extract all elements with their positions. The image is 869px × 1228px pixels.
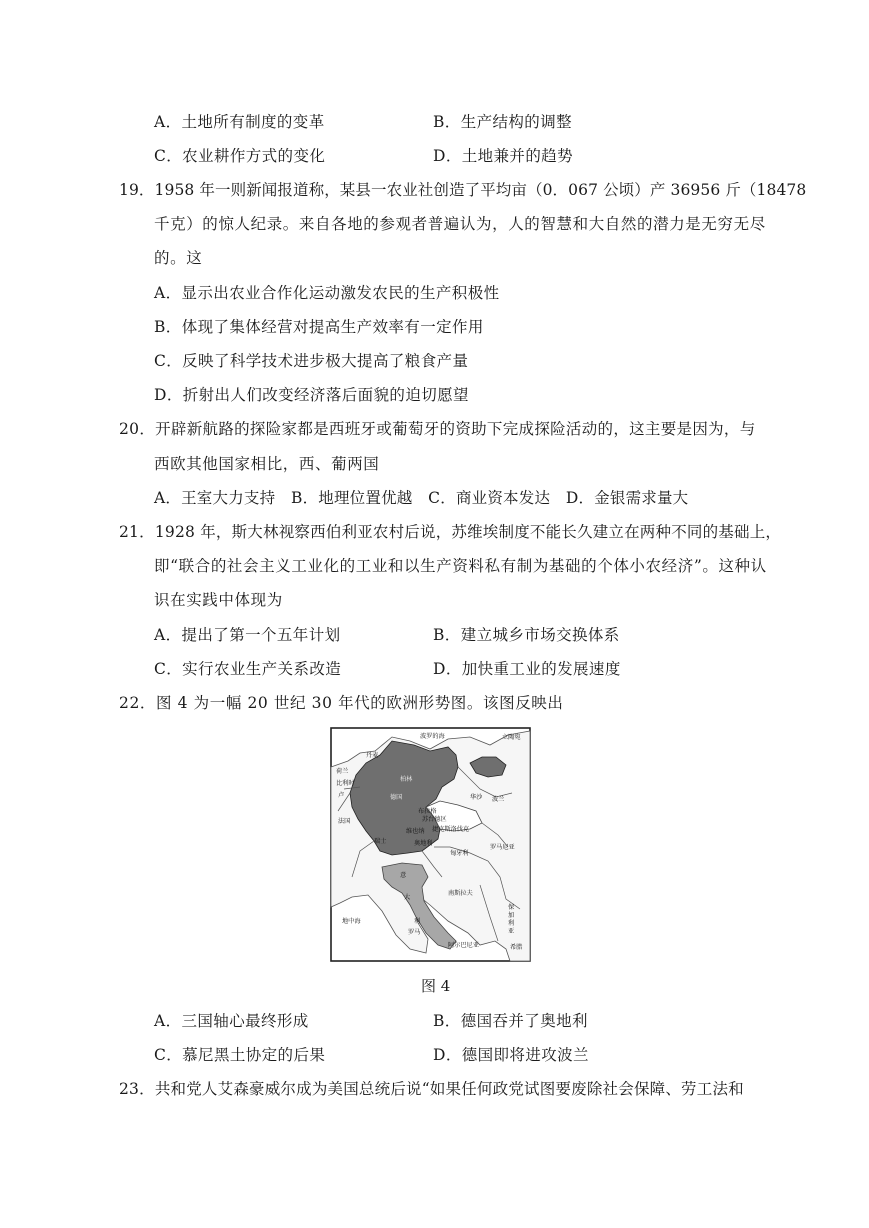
q18-option-a: A．土地所有制度的变革 — [154, 113, 325, 131]
map-label-romania: 罗马尼亚 — [490, 844, 515, 851]
q19-stem-line-1: 19．1958 年一则新闻报道称，某县一农业社创造了平均亩（0．067 公顷）产 36956 斤（18478 — [119, 181, 807, 199]
q20-stem-line-2: 西欧其他国家相比，西、葡两国 — [154, 455, 380, 473]
q20-stem-line-1: 20．开辟新航路的探险家都是西班牙或葡萄牙的资助下完成探险活动的，这主要是因为，与 — [119, 420, 756, 438]
map-label-italy-3: 利 — [414, 918, 421, 925]
map-label-sudetenland: 苏台德区 — [422, 816, 447, 823]
map-label-mediterranean: 地中海 — [342, 918, 361, 925]
q21-stem-line-3: 识在实践中体现为 — [154, 591, 283, 609]
map-label-italy-2: 大 — [404, 894, 411, 901]
map-label-bulgaria-3: 利 — [508, 920, 515, 927]
map-label-vienna: 维也纳 — [406, 828, 425, 835]
q18-option-b: B．生产结构的调整 — [433, 113, 572, 131]
map-label-belgium: 比利时 — [336, 780, 355, 787]
q22-option-d: D．德国即将进攻波兰 — [433, 1046, 589, 1064]
map-label-france: 法国 — [338, 818, 351, 825]
q21-option-a: A．提出了第一个五年计划 — [154, 626, 341, 644]
q20-options: A．王室大力支持 B．地理位置优越 C．商业资本发达 D．金银需求量大 — [154, 489, 689, 507]
map-label-bulgaria-2: 加 — [508, 912, 515, 919]
map-label-lithuania: 立陶宛 — [502, 734, 521, 741]
q22-option-a: A．三国轴心最终形成 — [154, 1012, 309, 1030]
map-label-rome: 罗马 — [408, 929, 421, 936]
q19-option-c: C．反映了科学技术进步极大提高了粮食产量 — [154, 352, 469, 370]
q22-option-c: C．慕尼黑土协定的后果 — [154, 1046, 326, 1064]
map-label-poland: 波兰 — [492, 796, 505, 803]
map-label-austria: 奥地利 — [414, 840, 433, 847]
map-label-bulgaria-4: 亚 — [508, 928, 515, 935]
map-label-netherlands: 荷兰 — [336, 768, 349, 775]
q22-option-b: B．德国吞并了奥地利 — [433, 1012, 588, 1030]
map-label-switzerland: 瑞士 — [374, 838, 387, 845]
q19-stem-line-3: 的。这 — [154, 249, 203, 267]
q19-option-b: B．体现了集体经营对提高生产效率有一定作用 — [154, 318, 484, 336]
map-label-albania: 阿尔巴尼亚 — [448, 942, 479, 949]
q19-stem-line-2: 千克）的惊人纪录。来自各地的参观者普遍认为，人的智慧和大自然的潜力是无穷无尽 — [154, 215, 766, 233]
q18-option-c: C．农业耕作方式的变化 — [154, 147, 326, 165]
q18-option-d: D．土地兼并的趋势 — [433, 147, 574, 165]
map-label-greece: 希腊 — [510, 944, 523, 951]
q21-stem-line-1: 21．1928 年，斯大林视察西伯利亚农村后说，苏维埃制度不能长久建立在两种不同的基础上， — [119, 523, 782, 541]
q19-option-d: D．折射出人们改变经济落后面貌的迫切愿望 — [154, 386, 469, 404]
map-label-yugoslavia: 南斯拉夫 — [448, 890, 473, 897]
map-label-bulgaria-1: 保 — [508, 904, 515, 911]
europe-1930s-map — [330, 727, 531, 962]
q19-option-a: A．显示出农业合作化运动激发农民的生产积极性 — [154, 284, 500, 302]
map-label-prague: 布拉格 — [418, 808, 437, 815]
q21-stem-line-2: 即“联合的社会主义工业化的工业和以生产资料私有制为基础的个体小农经济”。这种认 — [154, 557, 767, 575]
q21-option-b: B．建立城乡市场交换体系 — [433, 626, 620, 644]
map-label-hungary: 匈牙利 — [450, 850, 469, 857]
map-label-czechoslovakia: 捷克斯洛伐克 — [432, 826, 470, 833]
figure-caption: 图 4 — [421, 977, 451, 995]
map-label-germany: 德国 — [390, 794, 403, 801]
map-label-italy-1: 意 — [400, 872, 407, 879]
map-label-warsaw: 华沙 — [470, 794, 483, 801]
map-label-denmark: 丹麦 — [366, 752, 379, 759]
q21-option-c: C．实行农业生产关系改造 — [154, 660, 342, 678]
q21-option-d: D．加快重工业的发展速度 — [433, 660, 621, 678]
q22-stem-line-1: 22．图 4 为一幅 20 世纪 30 年代的欧洲形势图。该图反映出 — [119, 694, 564, 712]
map-label-baltic: 波罗的海 — [420, 733, 445, 740]
map-label-berlin: 柏林 — [400, 776, 413, 783]
q23-stem-line-1: 23．共和党人艾森豪威尔成为美国总统后说“如果任何政党试图要废除社会保障、劳工法和 — [119, 1080, 744, 1098]
map-label-luxembourg: 卢 — [338, 792, 345, 799]
